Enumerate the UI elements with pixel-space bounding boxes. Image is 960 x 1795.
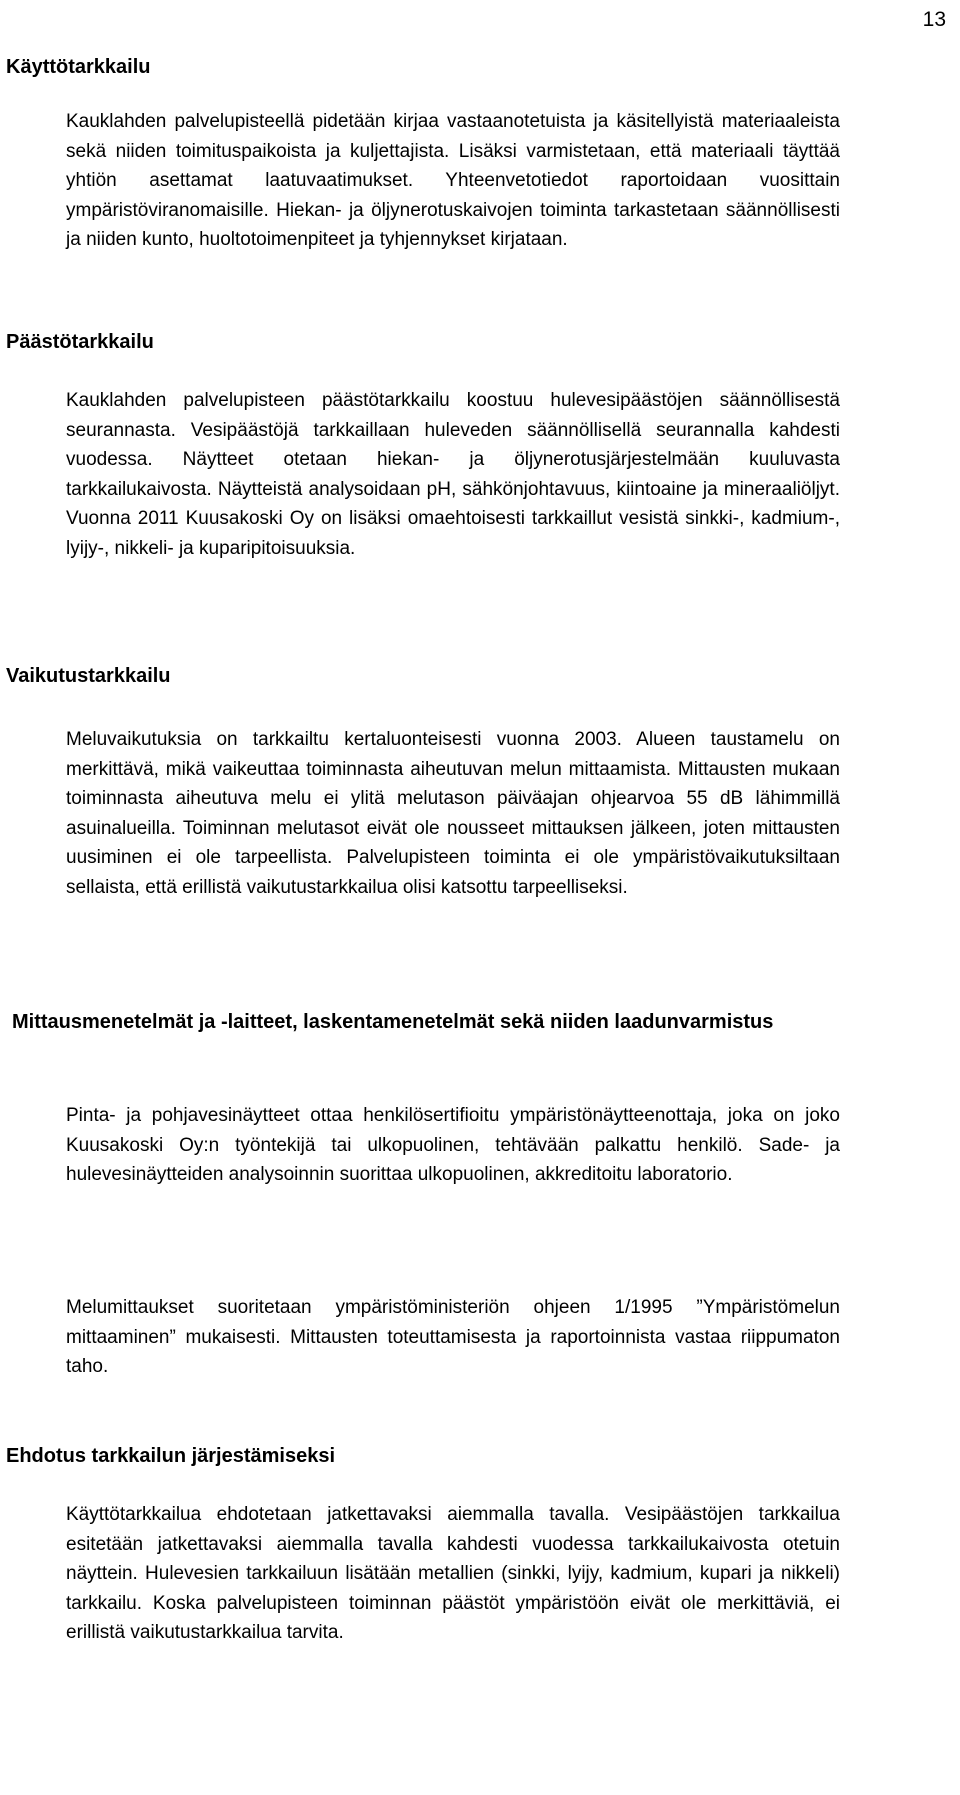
heading-vaikutustarkkailu: Vaikutustarkkailu [6, 665, 171, 687]
heading-kayttotarkkailu: Käyttötarkkailu [6, 56, 151, 78]
page-number: 13 [922, 8, 946, 31]
paragraph-vaikutustarkkailu: Meluvaikutuksia on tarkkailtu kertaluonteisesti vuonna 2003. Alueen taustamelu on merkittävä, mikä vaikeuttaa toiminnasta aiheutuvan melun mittaamista. Mittausten mukaan toiminnasta aiheutuva melu ei ylitä melutason päiväajan ohjearvoa 55 dB lähimmillä asuinalueilla. Toiminnan melutasot eivät ole nousseet mittauksen jälkeen, joten mittausten uusiminen ei ole tarpeellista. Palvelupisteen toiminta ei ole ympäristövaikutuksiltaan sellaista, että erillistä vaikutustarkkailua olisi katsottu tarpeelliseksi. [66, 729, 840, 898]
heading-paastotarkkailu: Päästötarkkailu [6, 331, 154, 353]
paragraph-mittausmenetelmat-1: Pinta- ja pohjavesinäytteet ottaa henkilösertifioitu ympäristönäytteenottaja, joka on joko Kuusakoski Oy:n työntekijä tai ulkopuolinen, tehtävään palkattu henkilö. Sade- ja hulevesinäytteiden analysoinnin suorittaa ulkopuolinen, akkreditoitu laboratorio. [66, 1105, 840, 1185]
heading-ehdotus: Ehdotus tarkkailun järjestämiseksi [6, 1445, 336, 1467]
paragraph-paastotarkkailu: Kauklahden palvelupisteen päästötarkkailu koostuu hulevesipäästöjen säännöllisestä seurannasta. Vesipäästöjä tarkkaillaan huleveden säännöllisellä seurannalla kahdesti vuodessa. Näytteet otetaan hiekan- ja öljynerotusjärjestelmään kuuluvasta tarkkailukaivosta. Näytteistä analysoidaan pH, sähkönjohtavuus, kiintoaine ja mineraaliöljyt. Vuonna 2011 Kuusakoski Oy on lisäksi omaehtoisesti tarkkaillut vesistä sinkki-, kadmium-, lyijy-, nikkeli- ja kuparipitoisuuksia. [66, 390, 840, 559]
paragraph-ehdotus: Käyttötarkkailua ehdotetaan jatkettavaksi aiemmalla tavalla. Vesipäästöjen tarkkailua esitetään jatkettavaksi aiemmalla tavalla kahdesti vuodessa tarkkailukaivosta otetuin näyttein. Hulevesien tarkkailuun lisätään metallien (sinkki, lyijy, kadmium, kupari ja nikkeli) tarkkailu. Koska palvelupisteen toiminnan päästöt ympäristöön eivät ole merkittäviä, ei erillistä vaikutustarkkailua tarvita. [66, 1504, 840, 1643]
paragraph-kayttotarkkailu: Kauklahden palvelupisteellä pidetään kirjaa vastaanotetuista ja käsitellyistä materiaaleista sekä niiden toimituspaikoista ja kuljettajista. Lisäksi varmistetaan, että materiaali täyttää yhtiön asettamat laatuvaatimukset. Yhteenvetotiedot raportoidaan vuosittain ympäristöviranomaisille. Hiekan- ja öljynerotuskaivojen toiminta tarkastetaan säännöllisesti ja niiden kunto, huoltotoimenpiteet ja tyhjennykset kirjataan. [66, 111, 840, 250]
heading-mittausmenetelmat: Mittausmenetelmät ja -laitteet, laskentamenetelmät sekä niiden laadunvarmistus [12, 1011, 774, 1033]
paragraph-mittausmenetelmat-2: Melumittaukset suoritetaan ympäristöministeriön ohjeen 1/1995 ”Ympäristömelun mittaaminen” mukaisesti. Mittausten toteuttamisesta ja raportoinnista vastaa riippumaton taho. [66, 1297, 840, 1377]
